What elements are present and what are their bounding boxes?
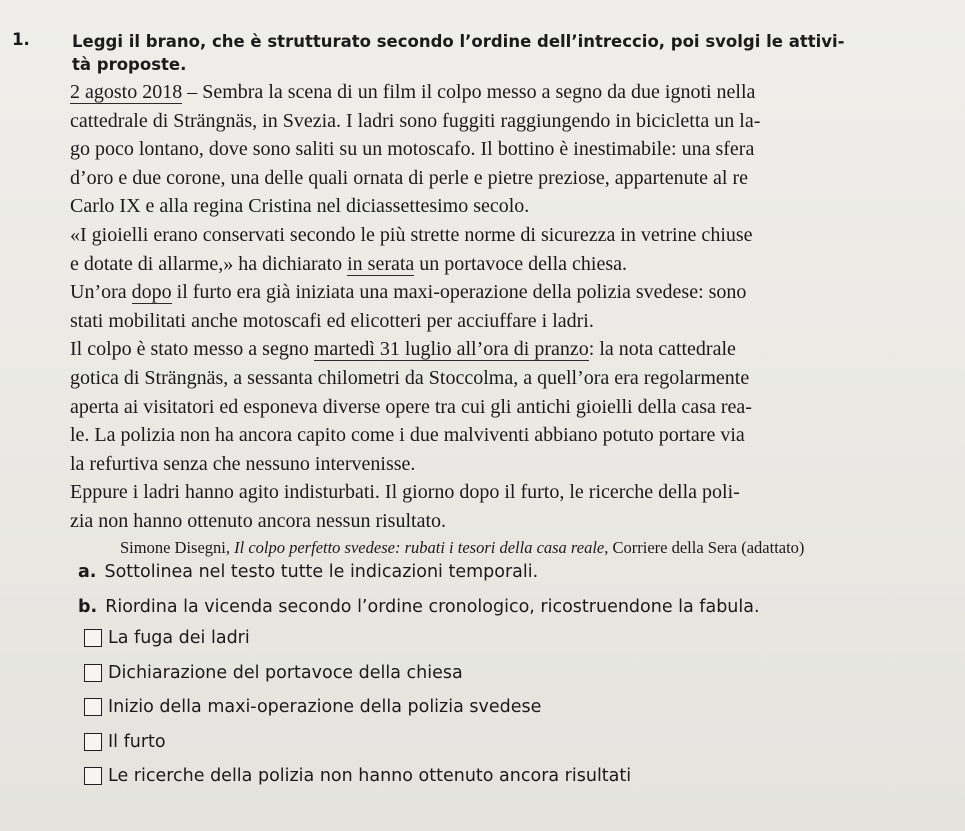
passage-line: «I gioielli erano conservati secondo le più strette norme di sicurezza in vetrine chiuse <box>70 223 753 246</box>
instructions-line: tà proposte. <box>72 55 187 74</box>
attribution-title: Il colpo perfetto svedese: rubati i tesori della casa reale <box>234 538 605 557</box>
exercise-instructions <box>72 30 952 76</box>
option-label: Inizio della maxi-operazione della polizia svedese <box>108 697 542 718</box>
passage-line: Carlo IX e alla regina Cristina nel diciassettesimo secolo. <box>70 195 530 218</box>
order-checkbox[interactable] <box>84 664 102 682</box>
option-label: Dichiarazione del portavoce della chiesa <box>108 662 463 683</box>
passage-line: gotica di Strängnäs, a sessanta chilometri da Stoccolma, a quell’ora era regolarmente <box>70 366 750 389</box>
passage-line: Eppure i ladri hanno agito indisturbati. Il giorno dopo il furto, le ricerche della poli- <box>70 481 740 504</box>
underlined-time-expression: martedì 31 luglio all’ora di pranzo <box>313 338 589 361</box>
passage-line: zia non hanno ottenuto ancora nessun risultato. <box>70 509 447 532</box>
underlined-time-expression: in serata <box>347 252 415 275</box>
exercise-number: 1. <box>12 30 30 49</box>
order-checkbox[interactable] <box>84 767 102 785</box>
news-passage <box>70 78 958 536</box>
attribution-author: Simone Disegni, <box>120 538 235 557</box>
option-label: Le ricerche della polizia non hanno ottenuto ancora risultati <box>108 766 632 787</box>
option-item <box>84 690 884 725</box>
passage-line: cattedrale di Strängnäs, in Svezia. I ladri sono fuggiti raggiungendo in bicicletta un la- <box>70 109 761 132</box>
task-a <box>78 562 538 582</box>
task-letter: b. <box>78 597 98 617</box>
passage-line: stati mobilitati anche motoscafi ed elicotteri per acciuffare i ladri. <box>70 309 594 332</box>
option-item <box>84 621 884 656</box>
passage-line: le. La polizia non ha ancora capito come i due malviventi abbiano potuto portare via <box>70 424 745 447</box>
attribution-source: , Corriere della Sera (adattato) <box>604 538 805 557</box>
option-item <box>84 725 884 760</box>
passage-line: Un’ora dopo il furto era già iniziata una maxi-operazione della polizia svedese: sono <box>70 281 747 304</box>
passage-line: e dotate di allarme,» ha dichiarato in serata un portavoce della chiesa. <box>70 252 627 275</box>
passage-line: Il colpo è stato messo a segno martedì 31 luglio all’ora di pranzo: la nota cattedrale <box>70 338 736 361</box>
task-text: Riordina la vicenda secondo l’ordine cronologico, ricostruendone la fabula. <box>105 597 760 617</box>
underlined-time-expression: dopo <box>131 281 172 304</box>
option-label: Il furto <box>108 731 166 752</box>
option-item <box>84 759 884 794</box>
passage-line: aperta ai visitatori ed esponeva diverse opere tra cui gli antichi gioielli della casa rea- <box>70 395 752 418</box>
task-text: Sottolinea nel testo tutte le indicazioni temporali. <box>104 562 539 582</box>
passage-line: d’oro e due corone, una delle quali ornata di perle e pietre preziose, appartenute al re <box>70 166 749 189</box>
option-item <box>84 656 884 691</box>
option-label: La fuga dei ladri <box>108 628 250 649</box>
task-b <box>78 597 760 617</box>
passage-line: 2 agosto 2018 – Sembra la scena di un film il colpo messo a segno da due ignoti nella <box>70 81 756 103</box>
passage-line: la refurtiva senza che nessuno intervenisse. <box>70 452 416 475</box>
underlined-time-expression: 2 agosto 2018 <box>70 81 183 103</box>
order-checkbox[interactable] <box>84 698 102 716</box>
passage-line: go poco lontano, dove sono saliti su un motoscafo. Il bottino è inestimabile: una sfera <box>70 138 755 161</box>
order-checkbox[interactable] <box>84 629 102 647</box>
ordering-options <box>84 621 884 794</box>
instructions-line: Leggi il brano, che è strutturato secondo l’ordine dell’intreccio, poi svolgi le attivi- <box>72 32 845 51</box>
order-checkbox[interactable] <box>84 733 102 751</box>
source-attribution <box>120 538 960 558</box>
task-letter: a. <box>78 562 97 582</box>
